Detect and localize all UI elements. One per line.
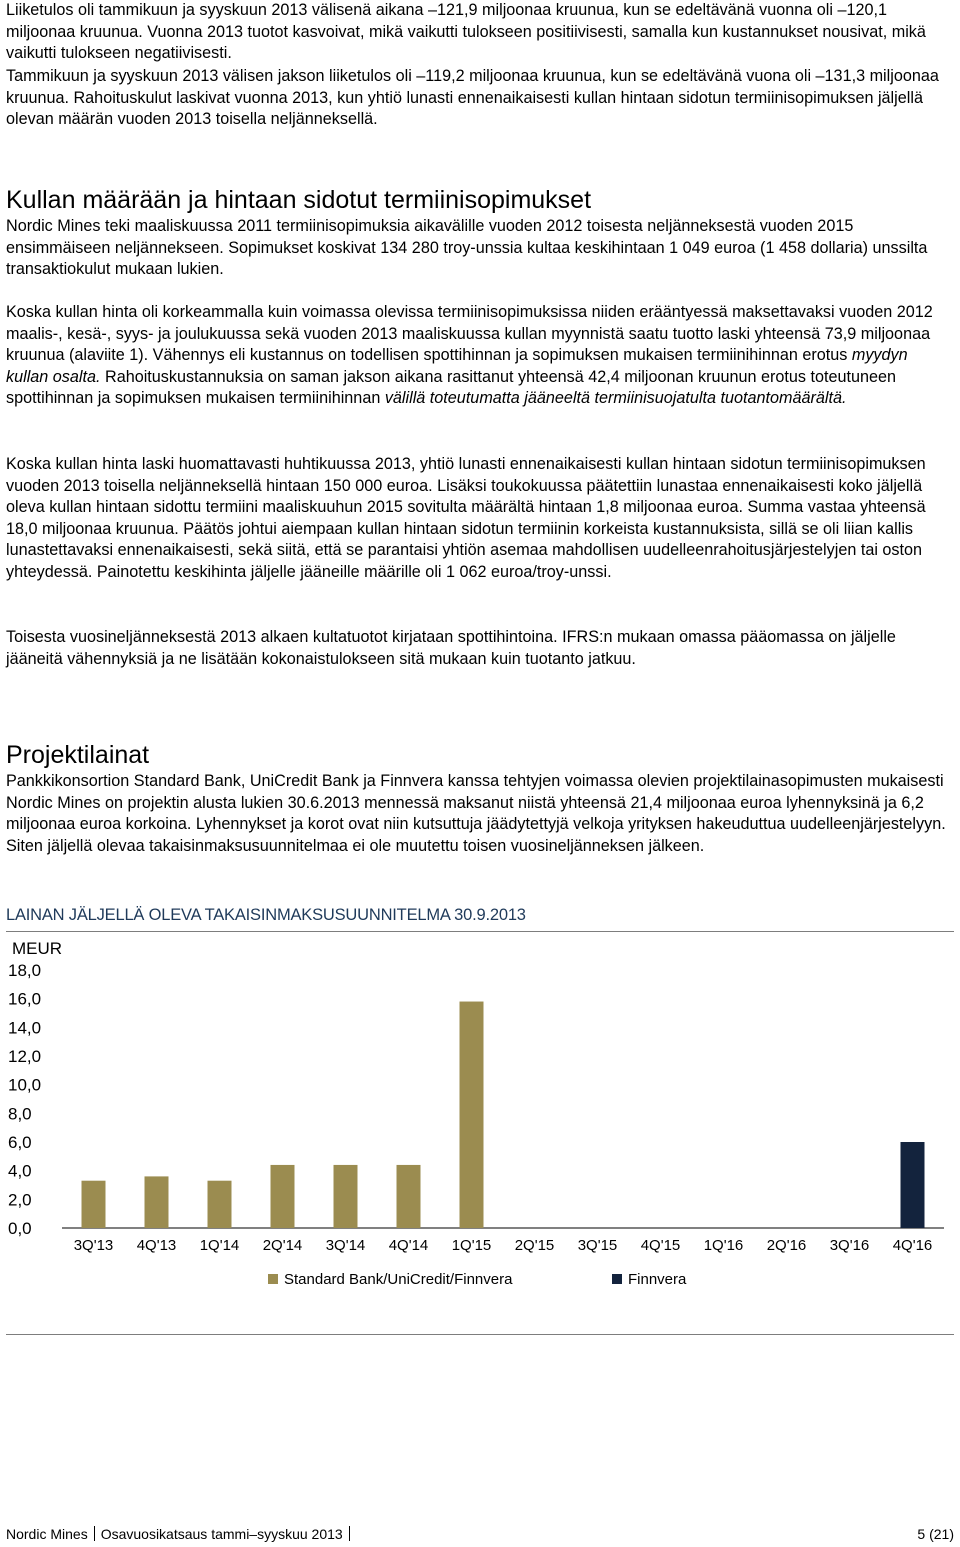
paragraph-gold-price-effect — [6, 302, 954, 410]
y-tick-label: 16,0 — [8, 989, 42, 1009]
footer-left — [6, 1526, 356, 1543]
paragraph-period-result: Tammikuun ja syyskuun 2013 välisen jakson liiketulos oli –119,2 miljoonaa kruunua, kun se edeltävänä vuona oli –131,3 miljoonaa kruunua. Rahoituskulut laskivat vuonna 2013, kun yhtiö lunasti ennenaikaisesti kullan hintaan sidotun termiinisopimuksen jäljellä olevan määrän vuoden 2013 toisella neljänneksellä. — [6, 67, 939, 128]
paragraph-operating-result: Liiketulos oli tammikuun ja syyskuun 2013 välisenä aikana –121,9 miljoonaa kruunua, kun se edeltävänä vuonna oli –120,1 miljoonaa kruunua. Vuonna 2013 tuotot kasvoivat, mikä vaikutti tulokseen positiivisesti, samalla kun kustannukset nousivat, mikä vaikutti tulokseen negatiivisesti. — [6, 1, 926, 62]
footer-company: Nordic Mines — [6, 1526, 88, 1542]
x-tick-label: 3Q'16 — [829, 1237, 870, 1254]
bar — [271, 1165, 295, 1228]
x-tick-label: 4Q'14 — [388, 1237, 429, 1254]
chart-title: LAINAN JÄLJELLÄ OLEVA TAKAISINMAKSUSUUNNITELMA 30.9.2013 — [6, 906, 526, 924]
paragraph-project-loans: Pankkikonsortion Standard Bank, UniCredit Bank ja Finnvera kanssa tehtyjen voimassa olevien projektilainasopimusten mukaisesti Nordic Mines on projektin alusta lukien 30.6.2013 mennessä maksanut niistä yhteensä 21,4 miljoonaa euroa lyhennyksinä ja 6,2 miljoonaa euroa korkoina. Lyhennykset ja korot ovat niin kutsuttuja jäädytettyjä velkoja yrityksen hakeuduttua uudelleenjärjestelyyn. Siten jäljellä olevaa takaisinmaksusuunnitelmaa ei ole muutettu toisen vuosineljänneksen jälkeen. — [6, 772, 946, 855]
y-tick-label: 6,0 — [8, 1133, 32, 1152]
y-tick-label: 10,0 — [8, 1075, 42, 1095]
y-tick-label: 0,0 — [8, 1219, 32, 1238]
text-run: Rahoituskustannuksia on saman jakson aikana rasittanut yhteensä 42,4 miljoonan kruunun erotus toteutuneen spottihinnan ja sopimuksen mukaisen termiinihinnan — [6, 367, 897, 407]
x-tick-label: 1Q'14 — [199, 1237, 240, 1254]
legend-label: Standard Bank/UniCredit/Finnvera — [284, 1271, 513, 1288]
footer-separator — [349, 1526, 350, 1541]
y-tick-label: 12,0 — [8, 1047, 42, 1066]
x-tick-label: 3Q'15 — [577, 1237, 618, 1254]
x-tick-label: 2Q'16 — [766, 1237, 807, 1254]
heading-project-loans: Projektilainat — [6, 741, 150, 769]
bar — [145, 1176, 169, 1228]
x-tick-label: 1Q'15 — [451, 1237, 492, 1254]
legend-swatch — [612, 1274, 622, 1284]
bar — [397, 1165, 421, 1228]
italic-run: myydyn kullan osalta. — [6, 346, 908, 386]
bar — [901, 1142, 925, 1228]
bar — [460, 1002, 484, 1228]
x-tick-label: 1Q'16 — [703, 1237, 744, 1254]
paragraph-spot-pricing: Toisesta vuosineljänneksestä 2013 alkaen kultatuotot kirjataan spottihintoina. IFRS:n mukaan omassa pääomassa on jäljelle jääneitä vähennyksiä ja ne lisätään kokonaistulokseen sitä mukaan kuin tuotanto jatkuu. — [6, 628, 896, 668]
chart-bottom-rule — [6, 1334, 954, 1335]
y-tick-label: 14,0 — [8, 1018, 42, 1038]
bar — [82, 1181, 106, 1228]
bar — [334, 1165, 358, 1228]
footer-separator — [94, 1526, 95, 1541]
x-tick-label: 3Q'13 — [73, 1237, 114, 1254]
bar — [208, 1181, 232, 1228]
y-tick-label: 2,0 — [8, 1190, 32, 1210]
x-tick-label: 4Q'16 — [892, 1237, 933, 1254]
paragraph-early-redemption: Koska kullan hinta laski huomattavasti huhtikuussa 2013, yhtiö lunasti ennenaikaisesti kullan hintaan sidotun termiinisopimuksen vuoden 2013 toisella neljänneksellä hintaan 150 000 euroa. Lisäksi toukokuussa päätettiin lunastaa ennenaikaisesti koko jäljellä oleva kullan hintaan sidottu termiini maaliskuuhun 2015 sovitulta määrältä hintaan 1,8 miljoonaa euroa. Summa vastaa yhteensä 18,0 miljoonaa kruunua. Päätös johtui aiempaan kullan hintaan sidotun termiinin korkeista kustannuksista, sillä se oli liian kallis lunastettavaksi ennenaikaisesti, sekä siitä, että se parantaisi yhtiön asemaa mahdollisen uudelleenrahoitusjärjestelyjen tai oston yhteydessä. Painotettu keskihinta jäljelle jääneille määrille oli 1 062 euroa/troy-unssi. — [6, 455, 926, 581]
footer-report: Osavuosikatsaus tammi–syyskuu 2013 — [100, 1526, 343, 1542]
x-tick-label: 4Q'13 — [136, 1237, 177, 1254]
legend-label: Finnvera — [628, 1271, 687, 1288]
x-tick-label: 4Q'15 — [640, 1237, 681, 1254]
y-tick-label: 18,0 — [8, 961, 42, 980]
text-run: Koska kullan hinta oli korkeammalla kuin voimassa olevissa termiinisopimuksissa niiden erääntyessä maksettavaksi vuoden 2012 maalis-, kesä-, syys- ja joulukuussa sekä vuoden 2013 maaliskuussa kullan myynnistä saatu tuotto laski yhteensä 73,9 miljoonaa kruunua (alaviite 1). Vähennys eli kustannus on todellisen spottihinnan ja sopimuksen mukaisen termiinihinnan erotus — [6, 303, 933, 364]
italic-run: välillä toteutumatta jääneeltä termiinisuojatulta tuotantomäärältä. — [384, 389, 847, 407]
y-axis-label: MEUR — [12, 939, 63, 958]
repayment-chart — [0, 932, 960, 1332]
footer-page-number: 5 (21) — [917, 1526, 954, 1542]
x-tick-label: 2Q'15 — [514, 1237, 555, 1254]
y-tick-label: 8,0 — [8, 1104, 32, 1124]
heading-gold-forward-contracts: Kullan määrään ja hintaan sidotut termiinisopimukset — [6, 186, 592, 214]
paragraph-forward-contracts: Nordic Mines teki maaliskuussa 2011 termiinisopimuksia aikavälille vuoden 2012 toisesta neljänneksestä vuoden 2015 ensimmäiseen neljännekseen. Sopimukset koskivat 134 280 troy-unssia kultaa keskihintaan 1 049 euroa (1 458 dollaria) unssilta transaktiokulut mukaan lukien. — [6, 217, 928, 278]
y-tick-label: 4,0 — [8, 1161, 32, 1181]
legend-swatch — [268, 1274, 278, 1284]
x-tick-label: 2Q'14 — [262, 1237, 303, 1254]
x-tick-label: 3Q'14 — [325, 1237, 366, 1254]
